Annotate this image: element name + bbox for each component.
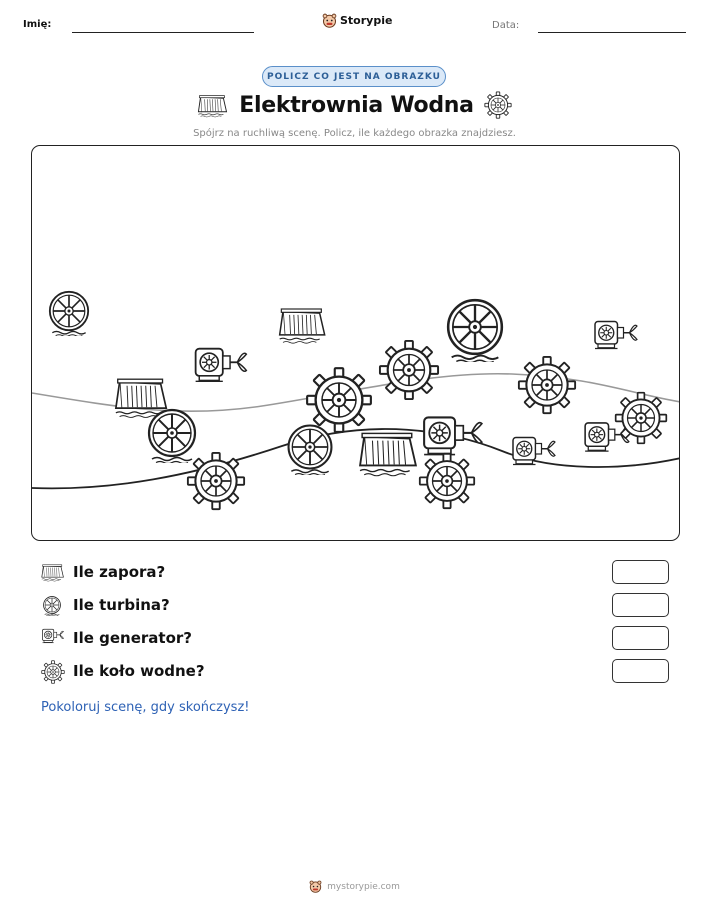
generator-icon [595, 322, 637, 349]
scene-illustration [32, 146, 680, 541]
dam-icon [280, 309, 325, 343]
water-wheel-icon [307, 368, 371, 432]
turbine-icon [41, 594, 63, 616]
water-wheel-icon [519, 357, 575, 413]
question-generator [41, 627, 671, 651]
storypie-logo-icon [309, 880, 322, 893]
generator-icon [513, 438, 555, 465]
question-label: Ile turbina? [73, 596, 170, 614]
brand-logo [322, 13, 392, 28]
water-wheel-icon [41, 660, 65, 684]
turbine-icon [448, 300, 502, 362]
storypie-logo-icon [322, 13, 337, 28]
answer-box[interactable] [612, 626, 669, 650]
counting-scene [31, 145, 680, 541]
footer-url: mystorypie.com [327, 881, 400, 892]
water-wheel-icon [188, 453, 244, 509]
turbine-icon [289, 426, 332, 476]
page-subtitle: Spójrz na ruchliwą scenę. Policz, ile każdego obrazka znajdziesz. [193, 128, 516, 139]
footer [0, 880, 709, 893]
question-label: Ile generator? [73, 629, 192, 647]
coloring-instruction: Pokoloruj scenę, gdy skończysz! [41, 700, 250, 715]
dam-icon [41, 561, 65, 583]
instruction-badge: POLICZ CO JEST NA OBRAZKU [262, 66, 446, 87]
page-title: Elektrownia Wodna [239, 92, 474, 118]
question-label: Ile zapora? [73, 563, 166, 581]
water-wheel-icon [616, 393, 667, 444]
question-turbine [41, 594, 671, 618]
water-wheel-icon [420, 454, 474, 508]
water-wheel-icon [484, 91, 512, 119]
question-label: Ile koło wodne? [73, 662, 205, 680]
generator-icon [424, 417, 482, 454]
name-line[interactable] [72, 32, 254, 33]
title-row [0, 91, 709, 119]
answer-box[interactable] [612, 560, 669, 584]
dam-icon [116, 379, 166, 417]
water-wheel-icon [380, 341, 438, 399]
dam-icon [360, 433, 416, 475]
dam-icon [197, 92, 229, 118]
generator-icon [585, 423, 629, 451]
answer-box[interactable] [612, 659, 669, 683]
turbine-icon [149, 410, 195, 464]
turbine-icon [50, 292, 88, 337]
generator-icon [41, 627, 65, 645]
generator-icon [196, 349, 247, 382]
question-water-wheel [41, 660, 671, 684]
date-line[interactable] [538, 32, 686, 33]
date-label: Data: [492, 20, 520, 31]
answer-box[interactable] [612, 593, 669, 617]
name-label: Imię: [23, 19, 52, 30]
question-dam [41, 561, 671, 585]
brand-name: Storypie [340, 14, 393, 27]
